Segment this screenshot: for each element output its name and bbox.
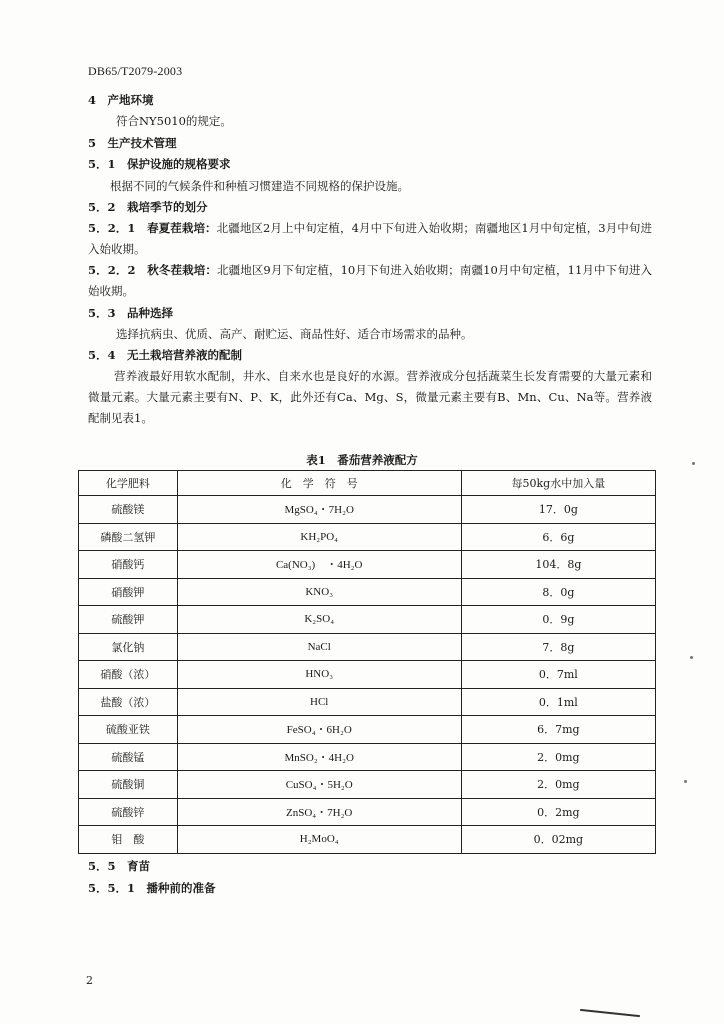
table-header-row [79, 471, 656, 496]
section-5-2-title: 5．2 栽培季节的划分 [88, 200, 208, 214]
table-title: 表1 番茄营养液配方 [306, 453, 418, 467]
chemical-symbol-cell: Ca(NO₃) ・4H₂O [177, 551, 461, 579]
fertilizer-cell: 硫酸亚铁 [79, 716, 178, 744]
scan-speck [692, 462, 695, 465]
table-row [79, 551, 656, 579]
section-5-2-1-text: 北疆地区2月上中旬定植，4月中下旬进入始收期；南疆地区1月中旬定植，3月中旬进入始收期。 [88, 221, 652, 256]
fertilizer-cell: 钼 酸 [79, 826, 178, 854]
chemical-symbol-cell: FeSO₄・6H₂O [177, 716, 461, 744]
section-5-5-1-title: 5．5．1 播种前的准备 [88, 881, 216, 895]
chemical-symbol-cell: KNO₃ [177, 578, 461, 606]
scan-speck [690, 656, 693, 659]
table-row [79, 661, 656, 689]
chemical-symbol-cell: K₂SO₄ [177, 606, 461, 634]
fertilizer-cell: 硫酸铜 [79, 771, 178, 799]
chemical-symbol-cell: KH₂PO₄ [177, 523, 461, 551]
section-5-1-text: 根据不同的气候条件和种植习惯建造不同规格的保护设施。 [110, 179, 409, 193]
section-5-4-title: 5．4 无土栽培营养液的配制 [88, 348, 243, 362]
amount-cell: 2．0mg [461, 771, 655, 799]
chemical-symbol-cell: ZnSO₄・7H₂O [177, 798, 461, 826]
header-chemical-symbol: 化 学 符 号 [177, 471, 461, 496]
section-4-text: 符合NY5010的规定。 [116, 114, 232, 128]
scan-edge-mark [580, 1009, 640, 1017]
table-row [79, 716, 656, 744]
fertilizer-cell: 硫酸锌 [79, 798, 178, 826]
section-5-3-text: 选择抗病虫、优质、高产、耐贮运、商品性好、适合市场需求的品种。 [116, 327, 473, 341]
table-row [79, 633, 656, 661]
standard-code: DB65/T2079-2003 [88, 64, 183, 78]
section-4-title: 4 产地环境 [88, 93, 154, 107]
section-5-title: 5 生产技术管理 [88, 136, 177, 150]
amount-cell: 0．2mg [461, 798, 655, 826]
chemical-symbol-cell: CuSO₄・5H₂O [177, 771, 461, 799]
fertilizer-cell: 氯化钠 [79, 633, 178, 661]
section-5-4-text: 营养液最好用软水配制，井水、自来水也是良好的水源。营养液成分包括蔬菜生长发育需要的大量元素和微量元素。大量元素主要有N、P、K，此外还有Ca、Mg、S，微量元素主要有B、Mn、Cu、Na等。营养液配制见表1。 [88, 369, 652, 425]
amount-cell: 0．1ml [461, 688, 655, 716]
fertilizer-cell: 硝酸钾 [79, 578, 178, 606]
header-amount: 每50kg水中加入量 [461, 471, 655, 496]
chemical-symbol-cell: HNO₃ [177, 661, 461, 689]
fertilizer-cell: 盐酸（浓） [79, 688, 178, 716]
fertilizer-cell: 硝酸（浓） [79, 661, 178, 689]
amount-cell: 7．8g [461, 633, 655, 661]
section-5-2-2-text: 北疆地区9月下旬定植，10月下旬进入始收期；南疆10月中旬定植，11月中下旬进入始收期。 [88, 263, 652, 298]
header-fertilizer: 化学肥料 [79, 471, 178, 496]
amount-cell: 0．7ml [461, 661, 655, 689]
scan-speck [684, 780, 687, 783]
chemical-symbol-cell: HCl [177, 688, 461, 716]
section-5-2-1-label: 5．2．1 春夏茬栽培： [88, 221, 217, 235]
fertilizer-cell: 硝酸钙 [79, 551, 178, 579]
section-5-2-1-paragraph [88, 218, 652, 260]
table-row [79, 578, 656, 606]
page-number: 2 [86, 974, 93, 987]
fertilizer-cell: 硫酸钾 [79, 606, 178, 634]
table-row [79, 523, 656, 551]
table-row [79, 798, 656, 826]
chemical-symbol-cell: MnSO₂・4H₂O [177, 743, 461, 771]
chemical-symbol-cell: MgSO₄・7H₂O [177, 496, 461, 524]
amount-cell: 0．9g [461, 606, 655, 634]
chemical-symbol-cell: NaCl [177, 633, 461, 661]
amount-cell: 6．7mg [461, 716, 655, 744]
section-5-3-title: 5．3 品种选择 [88, 306, 174, 320]
section-5-2-2-paragraph [88, 260, 652, 302]
fertilizer-cell: 磷酸二氢钾 [79, 523, 178, 551]
amount-cell: 104．8g [461, 551, 655, 579]
fertilizer-cell: 硫酸镁 [79, 496, 178, 524]
table-row [79, 743, 656, 771]
chemical-symbol-cell: H₂MoO₄ [177, 826, 461, 854]
amount-cell: 17．0g [461, 496, 655, 524]
section-5-2-2-label: 5．2．2 秋冬茬栽培： [88, 263, 217, 277]
table-row [79, 496, 656, 524]
amount-cell: 0．02mg [461, 826, 655, 854]
table-row [79, 771, 656, 799]
table-row [79, 688, 656, 716]
section-5-1-title: 5．1 保护设施的规格要求 [88, 157, 231, 171]
fertilizer-cell: 硫酸锰 [79, 743, 178, 771]
table-row [79, 826, 656, 854]
section-5-5-title: 5．5 育苗 [88, 859, 151, 873]
amount-cell: 8．0g [461, 578, 655, 606]
amount-cell: 2．0mg [461, 743, 655, 771]
table-body [79, 496, 656, 854]
table-row [79, 606, 656, 634]
nutrient-recipe-table [78, 470, 656, 854]
amount-cell: 6．6g [461, 523, 655, 551]
